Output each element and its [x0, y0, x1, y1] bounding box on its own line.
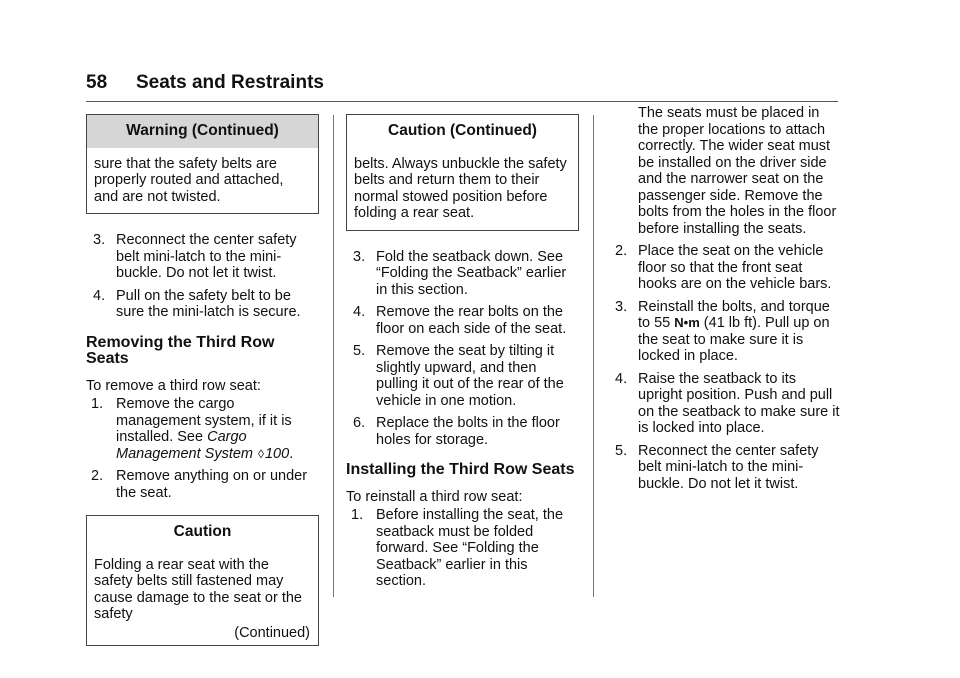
intro-text: To remove a third row seat:: [86, 377, 261, 394]
list-item: 1. Remove the cargo management system, if it is installed. See Cargo Management System ◊100.: [91, 396, 294, 462]
list-item: 4. Pull on the safety belt to be sure the mini-latch is secure.: [93, 287, 301, 320]
page-header: [86, 72, 838, 98]
list-item: 4. Remove the rear bolts on the floor on each side of the seat.: [353, 304, 567, 337]
list-item: 5. Remove the seat by tilting it slightly upward, and then pulling it out of the rear of the vehicle in one motion.: [353, 343, 564, 409]
warning-text: sure that the safety belts are properly routed and attached, and are not twisted.: [94, 155, 284, 205]
caution-continued-box: [346, 114, 579, 231]
heading-removing-third-row: Removing the Third Row Seats: [86, 333, 275, 367]
removal-steps: [86, 396, 319, 501]
page-number: 58: [86, 72, 108, 93]
column-1: [86, 114, 319, 646]
header-divider: [86, 101, 838, 102]
warning-title: Warning (Continued): [87, 115, 318, 148]
steps-list: [86, 232, 319, 321]
caution-box: [86, 515, 319, 646]
page-reference-icon: ◊: [258, 446, 264, 461]
torque-unit: N•m: [674, 315, 700, 330]
steps-list: [608, 243, 840, 492]
list-item: 3. Fold the seatback down. See “Folding the Seatback” earlier in this section.: [353, 248, 567, 298]
intro-text: To reinstall a third row seat:: [346, 488, 523, 505]
cargo-system-link[interactable]: Cargo Management System: [116, 429, 254, 462]
install-steps: [346, 507, 579, 590]
list-item: 5. Reconnect the center safety belt mini-latch to the mini-buckle. Do not let it twist.: [615, 442, 819, 492]
page-reference[interactable]: 100: [264, 445, 290, 462]
list-item: 2. Remove anything on or under the seat.: [91, 468, 308, 501]
column-3: [608, 105, 840, 498]
caution-continued-title: Caution (Continued): [347, 115, 578, 148]
list-item: 3. Reinstall the bolts, and torque to 55 N•m (41 lb ft). Pull up on the seat to make sure it is locked in place.: [615, 298, 830, 364]
list-item: 6. Replace the bolts in the floor holes for storage.: [353, 415, 560, 448]
warning-box: [86, 114, 319, 214]
column-2: [346, 114, 579, 596]
caution-continued-text: belts. Always unbuckle the safety belts and return them to their normal stowed position before folding a rear seat.: [354, 155, 567, 221]
list-item: 2. Place the seat on the vehicle floor so that the front seat hooks are on the vehicle bars.: [615, 243, 832, 292]
list-item: 4. Raise the seatback to its upright position. Push and pull on the seatback to make sure it is locked into place.: [615, 370, 840, 436]
section-title: Seats and Restraints: [136, 72, 324, 93]
heading-installing-third-row: Installing the Third Row Seats: [346, 461, 575, 478]
continuation-paragraph: The seats must be placed in the proper locations to attach correctly. The wider seat must be installed on the driver side and the narrower seat on the passenger side. Remove the bolts from the holes in the floor before installing the seats.: [638, 105, 837, 237]
caution-text: Folding a rear seat with the safety belts still fastened may cause damage to the seat or the safety: [94, 556, 302, 622]
list-item: 1. Before installing the seat, the seatback must be folded forward. See “Folding the Seatback” earlier in this section.: [351, 507, 564, 589]
continued-label: (Continued): [234, 624, 310, 641]
steps-list: [346, 249, 579, 449]
caution-title: Caution: [87, 516, 318, 549]
column-divider-2: [593, 115, 594, 597]
column-divider-1: [333, 115, 334, 597]
list-item: 3. Reconnect the center safety belt mini-latch to the mini-buckle. Do not let it twist.: [93, 232, 297, 281]
